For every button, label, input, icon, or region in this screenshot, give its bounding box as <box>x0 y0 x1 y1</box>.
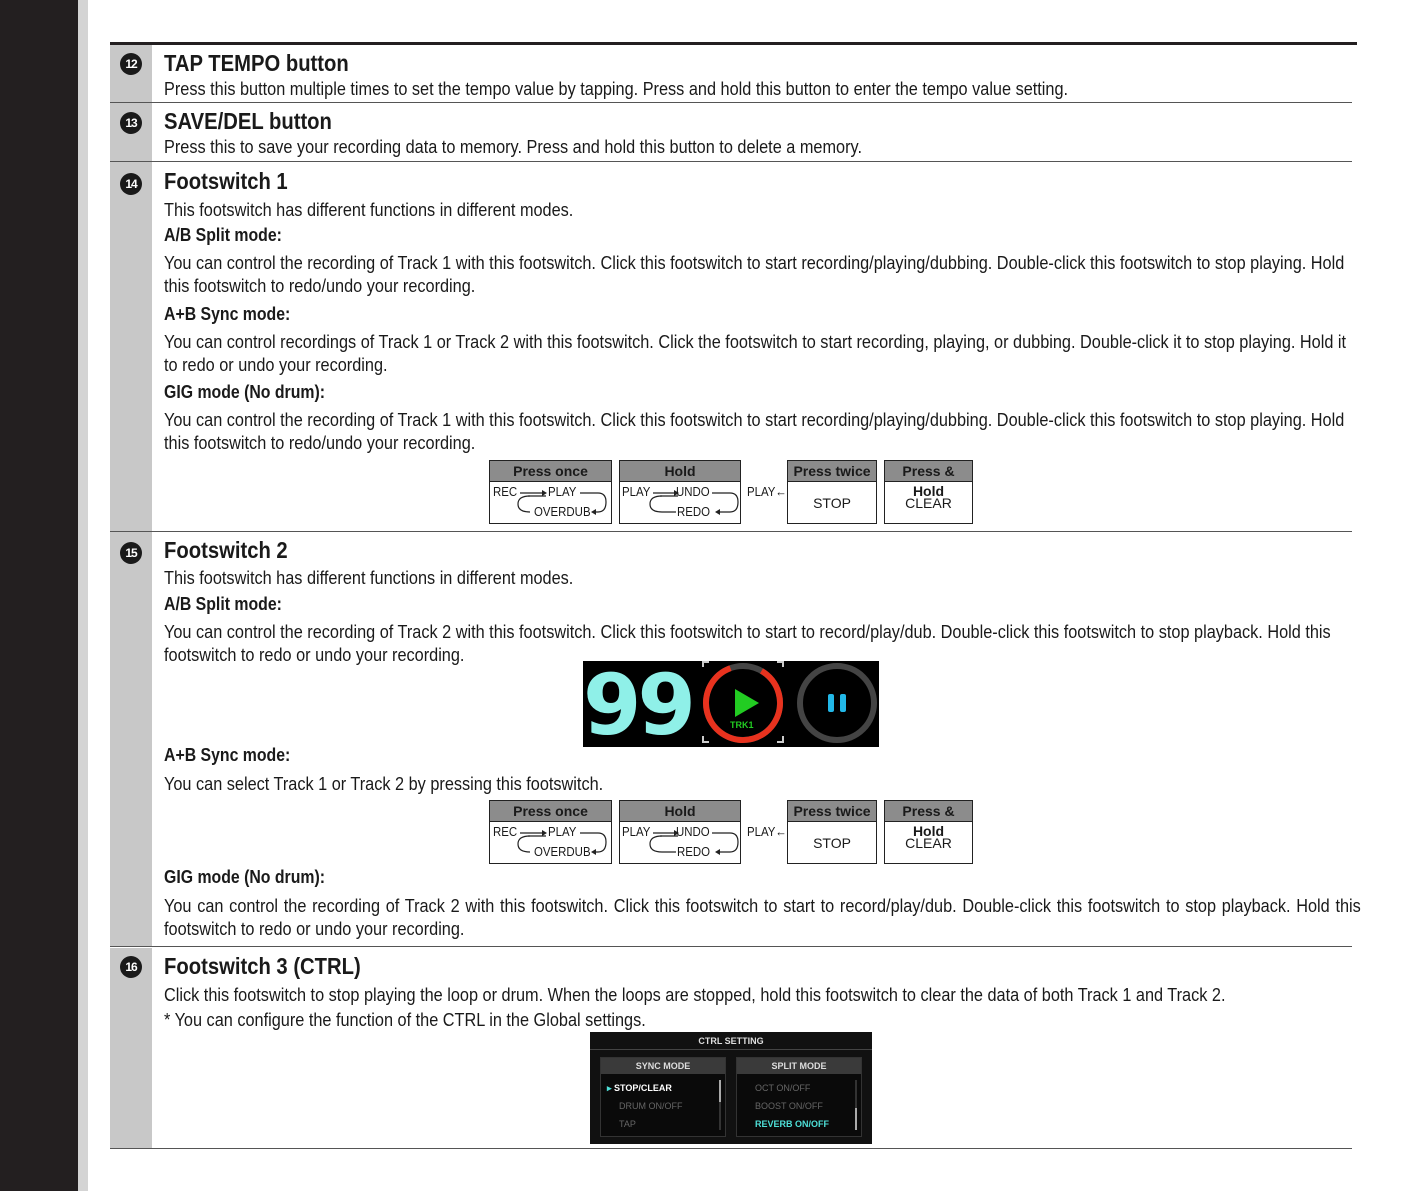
press-once-header: Press once <box>490 801 611 822</box>
footswitch-action-table <box>489 800 973 866</box>
sync-item-selected <box>607 1083 672 1094</box>
section-intro: This footswitch has different functions in different modes. <box>164 199 574 220</box>
undo-label: UNDO <box>676 824 710 839</box>
mode-text: You can control recordings of Track 1 or Track 2 with this footswitch. Click the footswitch to start recording, playing, or dubbing. Double-click it to stop playing. Hold it to redo or undo your recording. <box>164 331 1347 375</box>
press-once-cell <box>489 800 612 864</box>
scrollbar <box>855 1080 857 1130</box>
sync-item: DRUM ON/OFF <box>619 1101 683 1111</box>
section-intro: This footswitch has different functions in different modes. <box>164 567 574 588</box>
section-title: SAVE/DEL button <box>164 108 332 134</box>
split-item-selected: REVERB ON/OFF <box>755 1119 830 1129</box>
tempo-number: 99 <box>583 661 692 747</box>
play-label: PLAY <box>747 824 776 839</box>
press-hold-header: Press & Hold <box>885 801 972 822</box>
section-title: Footswitch 2 <box>164 537 288 563</box>
play-arrow-label: PLAY← <box>747 824 787 839</box>
mode-text: You can control the recording of Track 1 with this footswitch. Click this footswitch to start recording/playing/dubbing. Double-click this footswitch to stop playing. Hold this footswitch to redo/undo your recording. <box>164 252 1345 296</box>
section-number-badge: 15 <box>120 542 142 564</box>
section-number-badge: 12 <box>120 53 142 75</box>
split-mode-header: SPLIT MODE <box>737 1058 861 1074</box>
number-column <box>110 948 152 1148</box>
play-label: PLAY <box>548 824 577 839</box>
section-title: TAP TEMPO button <box>164 50 349 76</box>
mode-label: A/B Split mode: <box>164 225 282 245</box>
section-save-del <box>110 103 1352 162</box>
split-mode-panel <box>736 1057 862 1137</box>
page-edge-shade <box>78 0 88 1191</box>
scrollbar <box>719 1080 721 1130</box>
press-twice-header: Press twice <box>788 801 876 822</box>
section-description: Press this button multiple times to set the tempo value by tapping. Press and hold this button to enter the tempo value setting. <box>164 78 1069 99</box>
redo-label: REDO <box>677 504 711 519</box>
press-twice-cell <box>787 800 877 864</box>
play-label: PLAY <box>622 824 651 839</box>
section-title: Footswitch 1 <box>164 168 288 194</box>
track-label: TRK1 <box>730 720 754 730</box>
section-number-badge: 14 <box>120 173 142 195</box>
overdub-label: OVERDUB <box>534 504 591 519</box>
sync-item-label: STOP/CLEAR <box>614 1083 672 1093</box>
selector-marker-icon: ▸ <box>607 1083 612 1093</box>
number-column <box>110 162 152 531</box>
stop-label: STOP <box>813 495 851 511</box>
mode-text: You can control the recording of Track 1 with this footswitch. Click this footswitch to start recording/playing/dubbing. Double-click this footswitch to stop playing. Hold this footswitch to redo/undo your recording. <box>164 409 1345 453</box>
mode-label: A+B Sync mode: <box>164 745 291 765</box>
page-edge-bar <box>0 0 78 1191</box>
section-note: * You can configure the function of the CTRL in the Global settings. <box>164 1009 646 1030</box>
press-hold-header: Press & Hold <box>885 461 972 482</box>
section-title: Footswitch 3 (CTRL) <box>164 953 361 979</box>
mode-label: GIG mode (No drum): <box>164 382 326 402</box>
press-twice-header: Press twice <box>788 461 876 482</box>
mode-label: GIG mode (No drum): <box>164 867 326 887</box>
rec-label: REC <box>493 484 518 499</box>
clear-label: CLEAR <box>905 495 952 511</box>
split-item: OCT ON/OFF <box>755 1083 811 1093</box>
section-number-badge: 16 <box>120 956 142 978</box>
mode-text: You can control the recording of Track 2 with this footswitch. Click this footswitch to start to record/play/dub. Double-click this footswitch to stop playback. Hold this footswitch to redo or undo your recording. <box>164 895 1361 939</box>
sync-item: TAP <box>619 1119 636 1129</box>
press-once-cell <box>489 460 612 524</box>
hold-header: Hold <box>620 461 740 482</box>
press-hold-cell <box>884 800 973 864</box>
mode-label: A/B Split mode: <box>164 594 282 614</box>
looper-display-screenshot <box>583 661 879 747</box>
sync-mode-panel <box>600 1057 726 1137</box>
hold-cell <box>619 460 741 524</box>
transport-icons <box>583 661 879 747</box>
stop-label: STOP <box>813 835 851 851</box>
press-hold-cell <box>884 460 973 524</box>
play-label: PLAY <box>747 484 776 499</box>
section-description: Click this footswitch to stop playing the loop or drum. When the loops are stopped, hold this footswitch to clear the data of both Track 1 and Track 2. <box>164 984 1226 1005</box>
play-label: PLAY <box>622 484 651 499</box>
mode-label: A+B Sync mode: <box>164 304 291 324</box>
hold-header: Hold <box>620 801 740 822</box>
ctrl-setting-title: CTRL SETTING <box>698 1036 764 1046</box>
section-number-badge: 13 <box>120 112 142 134</box>
section-description: Press this to save your recording data to memory. Press and hold this button to delete a memory. <box>164 136 862 157</box>
number-column <box>110 532 152 946</box>
overdub-label: OVERDUB <box>534 844 591 859</box>
number-column <box>110 103 152 161</box>
play-icon <box>735 689 759 717</box>
clear-label: CLEAR <box>905 835 952 851</box>
hold-cell <box>619 800 741 864</box>
undo-label: UNDO <box>676 484 710 499</box>
play-label: PLAY <box>548 484 577 499</box>
mode-text: You can control the recording of Track 2 with this footswitch. Click this footswitch to start to record/play/dub. Double-click this footswitch to stop playback. Hold this footswitch to redo or undo your recording. <box>164 621 1331 665</box>
split-item: BOOST ON/OFF <box>755 1101 823 1111</box>
play-arrow-label: PLAY← <box>747 484 787 499</box>
press-twice-cell <box>787 460 877 524</box>
footswitch-action-table <box>489 460 973 526</box>
section-tap-tempo <box>110 45 1352 103</box>
sync-mode-header: SYNC MODE <box>601 1058 725 1074</box>
ctrl-setting-screenshot <box>590 1032 872 1144</box>
number-column <box>110 45 152 102</box>
rec-label: REC <box>493 824 518 839</box>
mode-text: You can select Track 1 or Track 2 by pressing this footswitch. <box>164 773 604 794</box>
redo-label: REDO <box>677 844 711 859</box>
press-once-header: Press once <box>490 461 611 482</box>
